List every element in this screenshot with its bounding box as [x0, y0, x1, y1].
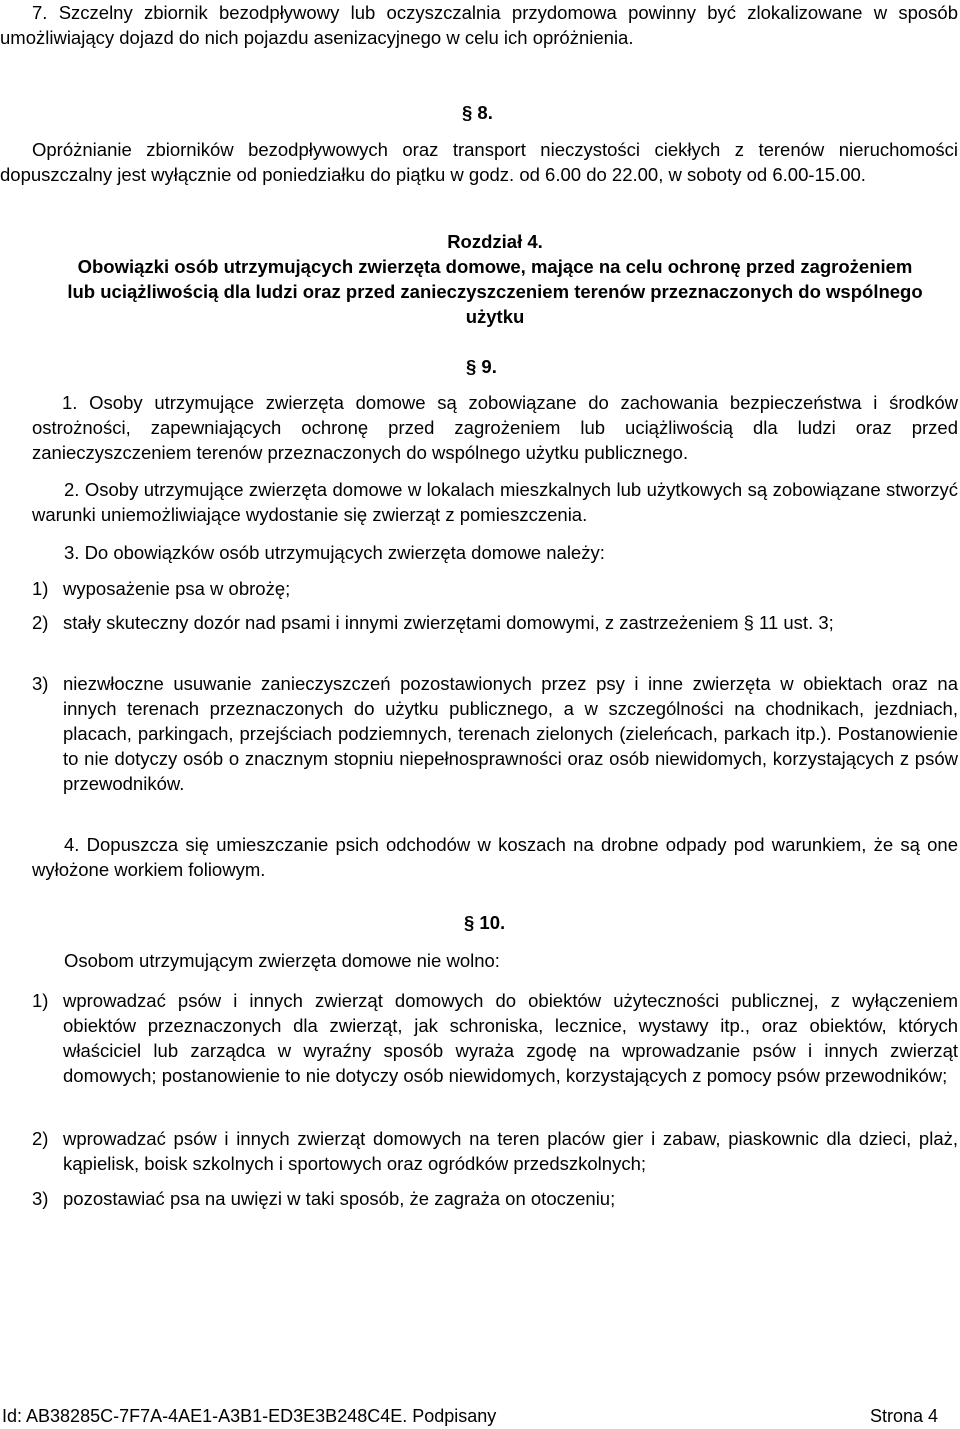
list-item-number: 1)	[32, 990, 49, 1011]
chapter-title: Obowiązki osób utrzymujących zwierzęta domowe, mające na celu ochronę przed zagrożeniem lub uciążliwością dla ludzi oraz przed zanieczyszczeniem terenów przeznaczonych do wspólnego użytku	[67, 256, 923, 327]
section-9-paragraph-4: 4. Dopuszcza się umieszczanie psich odchodów w koszach na drobne odpady pod warunkiem, że są one wyłożone workiem foliowym.	[32, 834, 958, 880]
section-10-heading: § 10.	[464, 912, 506, 933]
section-9-paragraph-1: 1. Osoby utrzymujące zwierzęta domowe są zobowiązane do zachowania bezpieczeństwa i środków ostrożności, zapewniających ochronę przed zagrożeniem lub uciążliwością dla ludzi oraz przed zanieczyszczeniem terenów przeznaczonych do wspólnego użytku publicznego.	[32, 392, 958, 463]
paragraph-8: Opróżnianie zbiorników bezodpływowych oraz transport nieczystości ciekłych z terenów nieruchomości dopuszczalny jest wyłącznie od poniedziałku do piątku w godz. od 6.00 do 22.00, w soboty od 6.00-15.00.	[0, 139, 958, 185]
chapter-number: Rozdział 4.	[447, 231, 543, 252]
list-item-number: 3)	[32, 1188, 49, 1209]
list-item	[32, 610, 958, 635]
list-item-number: 2)	[32, 612, 49, 633]
list-item	[32, 988, 958, 1088]
section-8-heading: § 8.	[462, 102, 493, 123]
paragraph-7: 7. Szczelny zbiornik bezodpływowy lub oczyszczalnia przydomowa powinny być zlokalizowane w sposób umożliwiający dojazd do nich pojazdu asenizacyjnego w celu ich opróżnienia.	[0, 2, 958, 48]
list-item-number: 1)	[32, 578, 49, 599]
list-item-number: 3)	[32, 673, 49, 694]
list-item-text: pozostawiać psa na uwięzi w taki sposób, że zagraża on otoczeniu;	[63, 1188, 616, 1209]
list-item	[32, 671, 958, 796]
list-item	[32, 576, 958, 601]
list-item-text: stały skuteczny dozór nad psami i innymi zwierzętami domowymi, z zastrzeżeniem § 11 ust. 3;	[63, 612, 834, 633]
list-item-number: 2)	[32, 1128, 49, 1149]
list-item-text: wyposażenie psa w obrożę;	[63, 578, 291, 599]
page-number: Strona 4	[869, 1406, 938, 1426]
document-id: Id: AB38285C-7F7A-4AE1-A3B1-ED3E3B248C4E. Podpisany	[2, 1406, 497, 1426]
section-10-intro: Osobom utrzymującym zwierzęta domowe nie wolno:	[64, 950, 500, 971]
section-9-heading: § 9.	[466, 356, 497, 377]
list-item	[32, 1186, 958, 1211]
section-9-paragraph-3: 3. Do obowiązków osób utrzymujących zwierzęta domowe należy:	[64, 542, 605, 563]
list-item	[32, 1126, 958, 1176]
list-item-text: wprowadzać psów i innych zwierząt domowych do obiektów użyteczności publicznej, z wyłączeniem obiektów przeznaczonych dla zwierząt, jak schroniska, lecznice, wystawy itp., oraz obiektów, których właściciel lub zarządca w wyraźny sposób wyraża zgodę na wprowadzanie psów i innych zwierząt domowych; postanowienie to nie dotyczy osób niewidomych, korzystających z pomocy psów przewodników;	[63, 990, 958, 1086]
section-9-paragraph-2: 2. Osoby utrzymujące zwierzęta domowe w lokalach mieszkalnych lub użytkowych są zobowiązane stworzyć warunki uniemożliwiające wydostanie się zwierząt z pomieszczenia.	[32, 479, 958, 525]
list-item-text: wprowadzać psów i innych zwierząt domowych na teren placów gier i zabaw, piaskownic dla dzieci, plaż, kąpielisk, boisk szkolnych i sportowych oraz ogródków przedszkolnych;	[63, 1128, 958, 1174]
list-item-text: niezwłoczne usuwanie zanieczyszczeń pozostawionych przez psy i inne zwierzęta w obiektach oraz na innych terenach przeznaczonych do użytku publicznego, a w szczególności na chodnikach, jezdniach, placach, parkingach, przejściach podziemnych, terenach zielonych (zieleńcach, parkach itp.). Postanowienie to nie dotyczy osób o znacznym stopniu niepełnosprawności oraz osób niewidomych, korzystających z psów przewodników.	[63, 673, 958, 794]
